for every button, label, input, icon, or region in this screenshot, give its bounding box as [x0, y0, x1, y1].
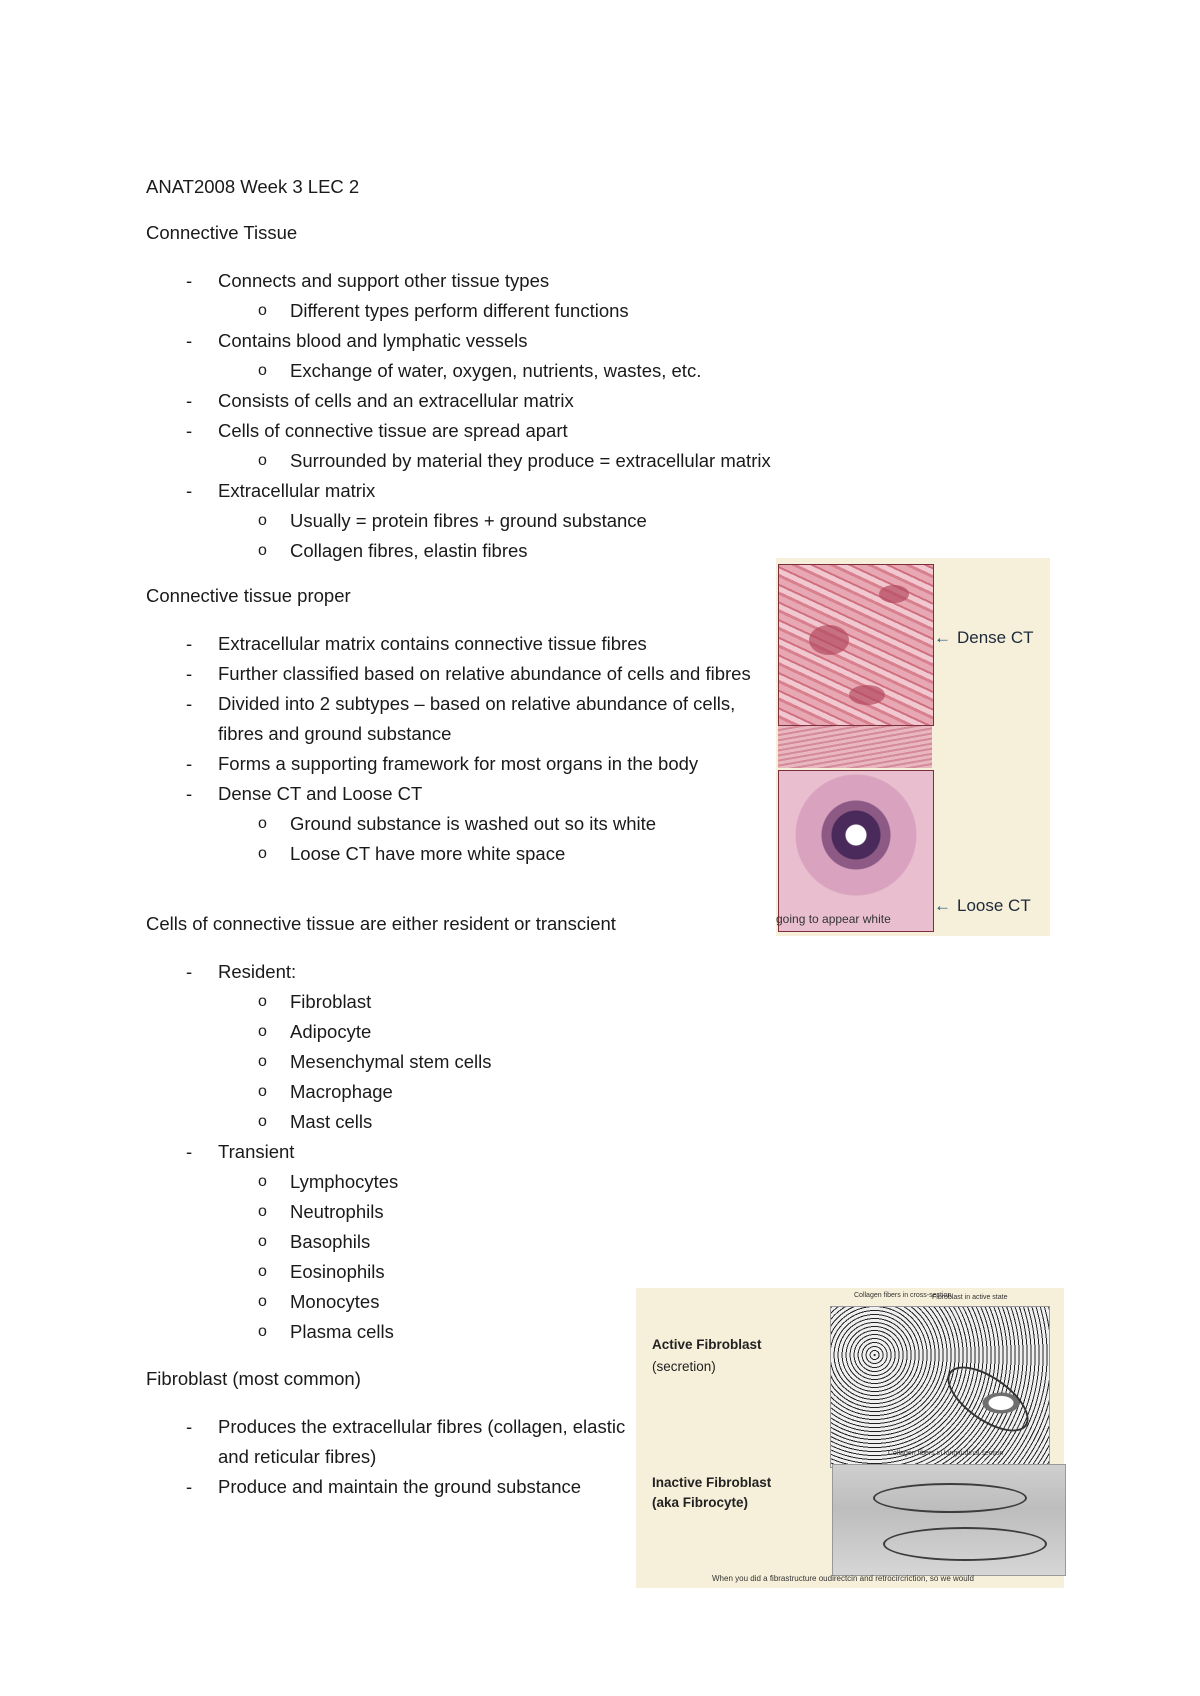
list-item: - Dense CT and Loose CT o Ground substance is washed out so its white o Loose CT have more white space: [146, 779, 766, 869]
list-item: - Resident: o Fibroblast o Adipocyte o Mesenchymal stem cells o Macrophage o Mast cells: [146, 957, 492, 1137]
ct-micrograph-figure: [776, 558, 1050, 936]
active-fibroblast-title: Active Fibroblast: [652, 1337, 762, 1352]
sub-list-item: o Adipocyte: [218, 1017, 492, 1047]
sub-list-item: o Ground substance is washed out so its white: [218, 809, 766, 839]
label-collagen-cross: Collagen fibers in cross-section: [854, 1292, 952, 1299]
sub-list-item: o Loose CT have more white space: [218, 839, 766, 869]
sub-list-item: o Eosinophils: [218, 1257, 492, 1287]
fibroblast-em-figure: [636, 1288, 1064, 1588]
sub-list-item: o Different types perform different functions: [218, 296, 771, 326]
tissue-transition-band: [778, 726, 932, 768]
list-item: - Forms a supporting framework for most organs in the body: [146, 749, 766, 779]
sub-list-item: o Monocytes: [218, 1287, 492, 1317]
sub-list-item: o Basophils: [218, 1227, 492, 1257]
active-fibroblast-sub: (secretion): [652, 1359, 716, 1374]
list-item: - Consists of cells and an extracellular matrix: [146, 386, 771, 416]
figure-caption: going to appear white: [776, 912, 891, 926]
heading-ct-proper: Connective tissue proper: [146, 585, 351, 606]
active-fibroblast-micrograph: [830, 1306, 1050, 1468]
sub-list-item: o Collagen fibres, elastin fibres: [218, 536, 771, 566]
list-item: - Cells of connective tissue are spread apart o Surrounded by material they produce = extracellular matrix: [146, 416, 771, 476]
dense-ct-micrograph: [778, 564, 934, 726]
list-item: - Transient o Lymphocytes o Neutrophils o Basophils o Eosinophils o Monocytes o Plasma cells: [146, 1137, 492, 1347]
list-item: - Contains blood and lymphatic vessels o Exchange of water, oxygen, nutrients, wastes, etc.: [146, 326, 771, 386]
heading-cells: Cells of connective tissue are either resident or transcient: [146, 913, 616, 934]
heading-fibroblast: Fibroblast (most common): [146, 1368, 361, 1389]
list-item: - Connects and support other tissue types o Different types perform different functions: [146, 266, 771, 326]
sub-list-item: o Surrounded by material they produce = extracellular matrix: [218, 446, 771, 476]
loose-ct-micrograph: [778, 770, 934, 932]
sub-list-item: o Usually = protein fibres + ground substance: [218, 506, 771, 536]
sub-list-item: o Macrophage: [218, 1077, 492, 1107]
sub-list-item: o Neutrophils: [218, 1197, 492, 1227]
inactive-fibroblast-sub: (aka Fibrocyte): [652, 1495, 749, 1510]
sub-list-item: o Mast cells: [218, 1107, 492, 1137]
connective-tissue-list: [146, 266, 771, 566]
sub-list-item: o Mesenchymal stem cells: [218, 1047, 492, 1077]
document-title: ANAT2008 Week 3 LEC 2: [146, 176, 360, 197]
heading-connective-tissue: Connective Tissue: [146, 222, 298, 243]
list-item: - Produce and maintain the ground substance: [146, 1472, 626, 1502]
sub-list-item: o Plasma cells: [218, 1317, 492, 1347]
list-item: - Divided into 2 subtypes – based on relative abundance of cells, fibres and ground substance: [146, 689, 766, 749]
sub-list-item: o Fibroblast: [218, 987, 492, 1017]
label-collagen-long: Collagen fibers in longitudinal section: [888, 1450, 1004, 1457]
inactive-fibroblast-title: Inactive Fibroblast: [652, 1475, 772, 1490]
sub-list-item: o Lymphocytes: [218, 1167, 492, 1197]
loose-ct-label: ← Loose CT: [934, 896, 1031, 915]
fibroblast-list: [146, 1412, 626, 1502]
list-item: - Extracellular matrix contains connective tissue fibres: [146, 629, 766, 659]
list-item: - Produces the extracellular fibres (collagen, elastic and reticular fibres): [146, 1412, 626, 1472]
list-item: - Further classified based on relative abundance of cells and fibres: [146, 659, 766, 689]
sub-list-item: o Exchange of water, oxygen, nutrients, wastes, etc.: [218, 356, 771, 386]
dense-ct-label: ← Dense CT: [934, 628, 1034, 647]
arrow-left-icon: ←: [934, 628, 951, 647]
inactive-fibroblast-micrograph: [832, 1464, 1066, 1576]
figure-footer: When you did a fibrastructure oudirectcin and retrocircriction, so we would: [712, 1574, 974, 1583]
ct-proper-list: [146, 629, 766, 869]
arrow-left-icon: ←: [934, 896, 951, 915]
label-fibroblast-active: Fibroblast in active state: [932, 1294, 1008, 1301]
cells-list: [146, 957, 492, 1347]
list-item: - Extracellular matrix o Usually = protein fibres + ground substance o Collagen fibres, elastin fibres: [146, 476, 771, 566]
